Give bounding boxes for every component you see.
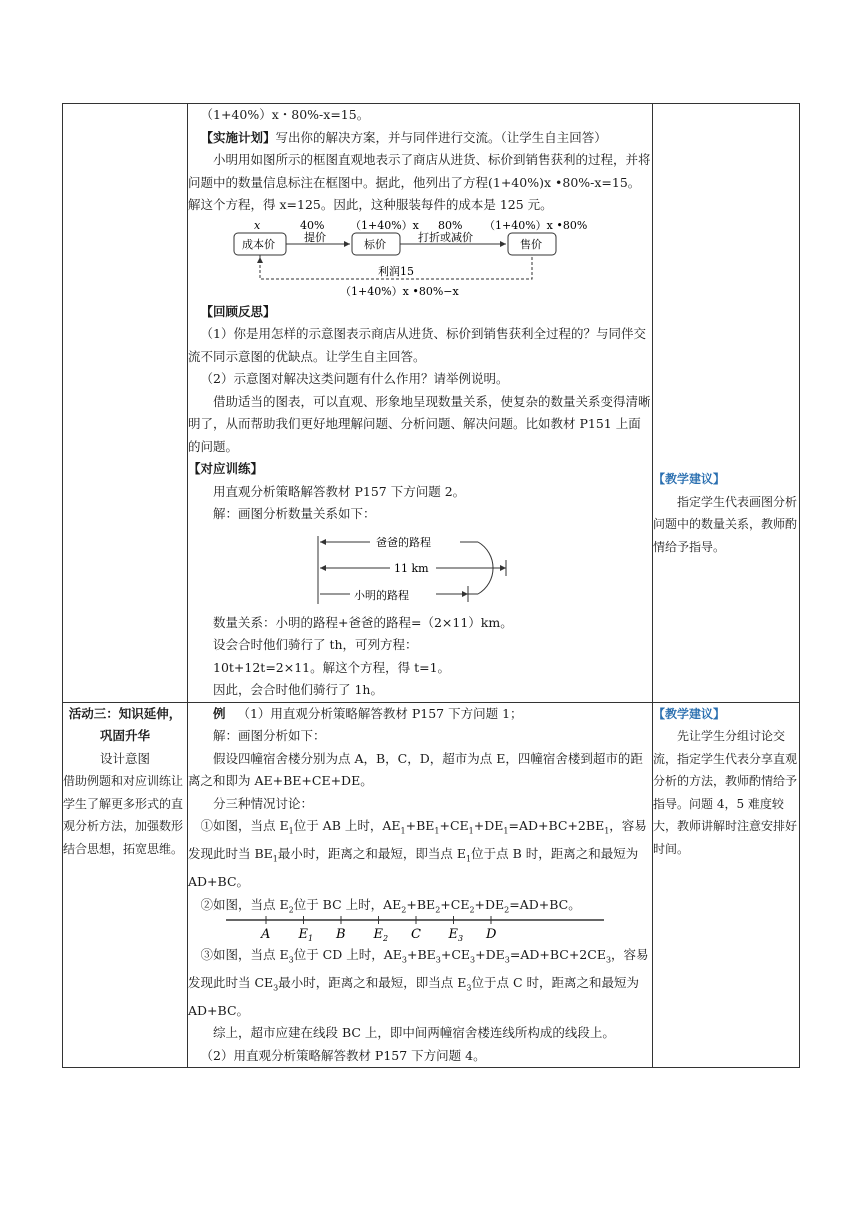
set-variable-text: 设会合时他们骑行了 th，可列方程：	[213, 637, 418, 652]
route-dist-arrow-left	[320, 565, 326, 571]
plan-paragraph	[188, 127, 652, 150]
example-cell	[188, 702, 653, 1068]
flow-box-mark-label: 标价	[364, 237, 386, 251]
route-ming-label: 小明的路程	[354, 588, 409, 602]
equation-line: （1+40%）x・80%-x=15。	[200, 107, 370, 122]
number-line-label: D	[486, 926, 497, 942]
flow-label-x: x	[254, 218, 261, 232]
example-solution: 解：画图分析如下：	[213, 728, 326, 743]
flow-label-40: 40%	[300, 218, 325, 232]
training-tag	[188, 458, 652, 481]
middle-cell	[188, 104, 653, 703]
flow-label-saleexpr: （1+40%）x •80%	[484, 218, 588, 232]
plan-text: 写出你的解决方案，并与同伴进行交流。（让学生自主回答）	[275, 129, 607, 145]
number-line-label: $E_1$	[298, 926, 314, 943]
flow-profit-arrowhead	[257, 257, 263, 263]
example-q1-text: （1）用直观分析策略解答教材 P157 下方问题 1；	[237, 705, 523, 721]
review-tag-text: 【回顾反思】	[200, 303, 276, 319]
number-line-label: $E_3$	[448, 926, 464, 943]
table-row	[63, 104, 800, 703]
design-intent-text: 借助例题和对应训练让学生了解更多形式的直观分析方法，加强数形结合思想，拓宽思维。	[63, 774, 184, 856]
number-line-diagram	[226, 916, 606, 944]
suggestion-tag-1-text: 【教学建议】	[653, 472, 726, 486]
case-3: ③如图，当点 $E_3$位于 CD 上时，$AE_3+BE_3+CE_3+DE_3=AD+BC+2CE_3$，容易发现此时当 $CE_3$最小时，距离之和最短，即当点 $E_3$位于点 C 时，距离之和最短为 AD+BC。	[188, 946, 649, 1018]
example-summary: 综上，超市应建在线段 BC 上，即中间两幢宿舍楼连线所构成的线段上。	[213, 1025, 615, 1040]
activity-title-2: 巩固升华	[99, 728, 150, 743]
activity-title-1: 活动三：知识延伸，	[68, 705, 182, 721]
number-line-label: A	[261, 926, 271, 942]
relation-text: 数量关系：小明的路程+爸爸的路程=（2×11）km。	[213, 614, 513, 630]
training-solution: 解：画图分析数量关系如下：	[213, 506, 376, 521]
suggestion-tag-1	[653, 468, 799, 491]
route-dist-arrow-right	[500, 565, 506, 571]
example-assume: 假设四幢宿舍楼分别为点 A，B，C，D，超市为点 E，四幢宿舍楼到超市的距离之和即为 AE+BE+CE+DE。	[188, 750, 643, 788]
training-tag-text: 【对应训练】	[188, 461, 264, 476]
right-cell	[653, 104, 800, 703]
route-dad-label: 爸爸的路程	[376, 535, 431, 549]
review-q2: （2）示意图对解决这类问题有什么作用？请举例说明。	[200, 371, 509, 386]
route-diagram	[308, 530, 538, 610]
activity-cell	[63, 702, 188, 1068]
suggestion-cell-2	[653, 702, 800, 1068]
equation-text: 10t+12t=2×11。解这个方程，得 t=1。	[213, 659, 451, 675]
conclusion-text: 因此，会合时他们骑行了 1h。	[213, 682, 383, 697]
example-tag: 例	[213, 705, 226, 721]
flow-arrowhead-2	[500, 241, 506, 247]
flow-label-mark: 提价	[304, 230, 326, 244]
example-q2: （2）用直观分析策略解答教材 P157 下方问题 4。	[200, 1047, 486, 1063]
plan-tag: 【实施计划】	[200, 129, 276, 145]
flow-box-cost-label: 成本价	[242, 237, 275, 251]
route-dist-label: 11 km	[394, 561, 429, 575]
flow-box-sale-label: 售价	[520, 237, 542, 251]
suggestion-text-1: 指定学生代表画图分析问题中的数量关系，教师酌情给予指导。	[653, 494, 798, 554]
table-row	[63, 702, 800, 1068]
lesson-table	[62, 103, 800, 1068]
review-answer: 借助适当的图表，可以直观、形象地呈现数量关系，使复杂的数量关系变得清晰明了，从而帮助我们更好地理解问题、分析问题、解决问题。比如教材 P151 上面的问题。	[188, 393, 651, 454]
suggestion-tag-2	[653, 703, 799, 726]
example-q1	[188, 703, 652, 726]
flow-label-profitexpr: （1+40%）x •80%−x	[340, 284, 459, 298]
example-cases: 分三种情况讨论：	[213, 795, 314, 811]
flow-label-markexpr: （1+40%）x	[350, 218, 419, 232]
design-intent-label: 设计意图	[99, 750, 150, 766]
flow-label-profit: 利润15	[378, 264, 414, 278]
case-2: ②如图，当点 $E_2$位于 BC 上时，$AE_2+BE_2+CE_2+DE_2=AD+BC$。	[200, 896, 581, 914]
number-line-label: $E_2$	[373, 926, 389, 943]
number-line-label: B	[336, 926, 346, 942]
route-dad-arrowhead	[320, 539, 326, 545]
review-tag	[188, 301, 652, 324]
flow-diagram	[232, 217, 592, 301]
case-1: ①如图，当点 $E_1$位于 AB 上时，$AE_1+BE_1+CE_1+DE_1=AD+BC+2BE_1$，容易发现此时当 $BE_1$最小时，距离之和最短，即当点 $E_1$位于点 B 时，距离之和最短为 AD+BC。	[188, 818, 647, 889]
suggestion-tag-2-text: 【教学建议】	[653, 706, 726, 721]
route-ming-arrowhead	[462, 591, 468, 597]
number-line-label: C	[411, 926, 421, 942]
review-q1: （1）你是用怎样的示意图表示商店从进货、标价到销售获利全过程的？与同伴交流不同示意图的优缺点。让学生自主回答。	[188, 326, 646, 364]
suggestion-text-2: 先让学生分组讨论交流，指定学生代表分享直观分析的方法，教师酌情给予指导。问题 4，5 难度较大，教师讲解时注意安排好时间。	[653, 729, 798, 856]
flow-explanation: 小明用如图所示的框图直观地表示了商店从进货、标价到销售获利的过程，并将问题中的数量信息标注在框图中。据此，他列出了方程(1+40%)x •80%-x=15。解这个方程，得 x=125。因此，这种服装每件的成本是 125 元。	[188, 152, 651, 212]
training-q: 用直观分析策略解答教材 P157 下方问题 2。	[213, 483, 466, 499]
flow-label-discount: 打折或减价	[418, 230, 473, 244]
flow-label-80: 80%	[438, 218, 463, 232]
flow-arrowhead-1	[344, 241, 350, 247]
left-cell-empty	[63, 104, 188, 703]
